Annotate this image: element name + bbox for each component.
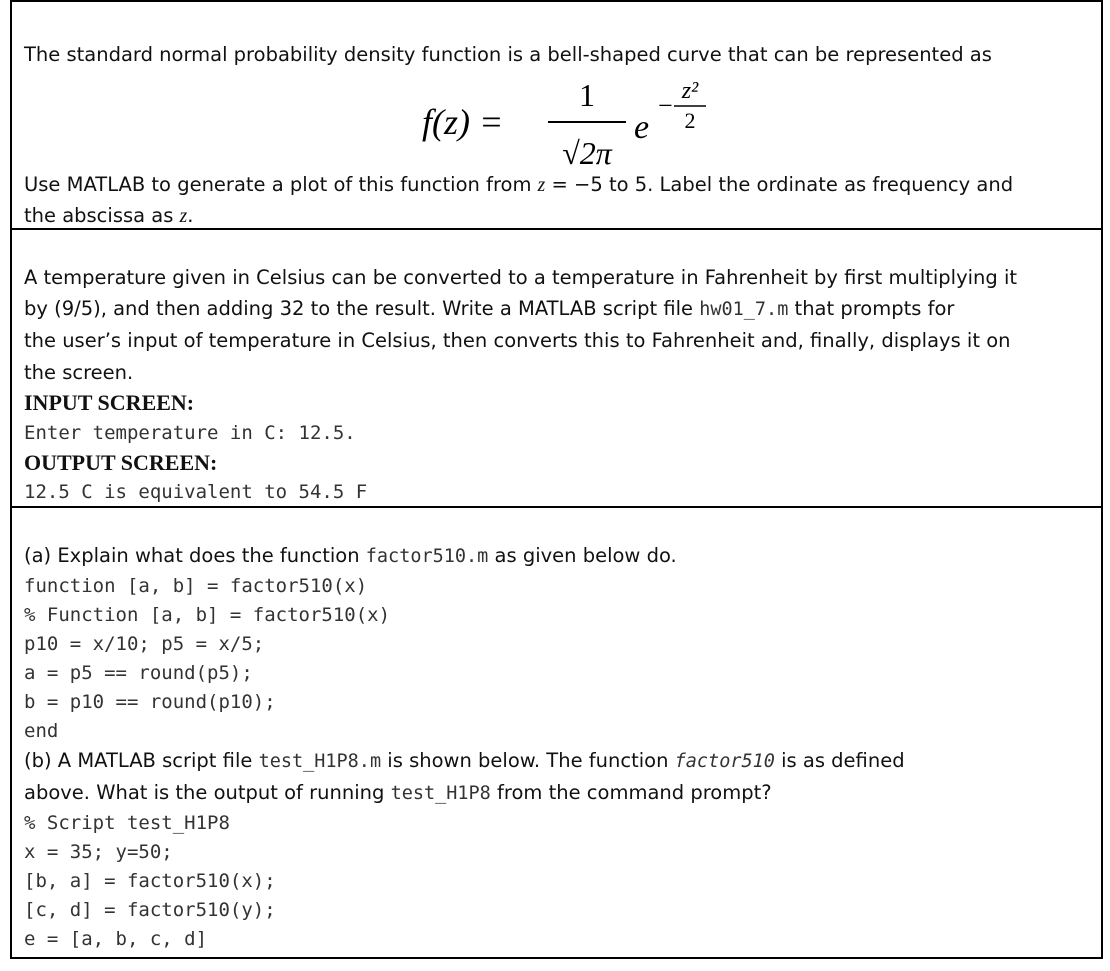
problem-2-line-1: A temperature given in Celsius can be converted to a temperature in Fahrenheit by first multiplying it — [24, 266, 1018, 289]
code-line: function [a, b] = factor510(x) — [24, 575, 368, 597]
problem-2-text-b: that prompts for — [794, 297, 955, 320]
formula-exp-denominator: 2 — [684, 108, 696, 133]
input-screen-heading: INPUT SCREEN: — [24, 390, 195, 415]
formula-numerator: 1 — [579, 77, 595, 113]
formula-lhs: f(z) = — [422, 102, 504, 142]
part-a-text: (a) Explain what does the function — [24, 544, 360, 567]
normal-pdf-formula — [422, 76, 742, 176]
code-line: [c, d] = factor510(y); — [24, 899, 276, 921]
problem-1-line-2 — [24, 200, 193, 233]
formula-exp-numerator: z² — [681, 78, 699, 104]
part-b-prompt-line-2 — [24, 777, 772, 810]
function-filename: factor510.m — [365, 546, 489, 567]
part-a-text-end: as given below do. — [494, 544, 677, 567]
code-line: a = p5 == round(p5); — [24, 662, 253, 684]
part-b-text-2-end: from the command prompt? — [497, 781, 772, 804]
problem-1-text-a: Use MATLAB to generate a plot of this function from — [24, 173, 532, 196]
code-line: b = p10 == round(p10); — [24, 691, 276, 713]
part-a-prompt — [24, 540, 677, 573]
problem-3-cell — [10, 508, 1103, 959]
problem-2-line-4: the screen. — [24, 361, 134, 384]
worksheet — [10, 0, 1103, 959]
code-line: [b, a] = factor510(x); — [24, 870, 276, 892]
formula-base: e — [634, 109, 650, 146]
code-line: p10 = x/10; p5 = x/5; — [24, 633, 265, 655]
problem-1-period: . — [187, 204, 194, 227]
input-screen-text: Enter temperature in C: 12.5. — [24, 422, 356, 444]
problem-1-intro: The standard normal probability density function is a bell-shaped curve that can be represented as — [24, 43, 992, 66]
function-name: factor510 — [674, 751, 775, 772]
code-line: % Script test_H1P8 — [24, 812, 230, 834]
formula-exp-sign: − — [658, 91, 673, 120]
script-test-filename: test_H1P8.m — [258, 751, 382, 772]
output-screen-heading: OUTPUT SCREEN: — [24, 450, 218, 475]
part-b-prompt-line-1 — [24, 745, 905, 778]
problem-2-line-3: the user’s input of temperature in Celsius, then converts this to Fahrenheit and, finally, displays it on — [24, 329, 1011, 352]
part-b-text: (b) A MATLAB script file — [24, 749, 253, 772]
script-name: test_H1P8 — [390, 783, 491, 804]
formula-denominator: √2π — [562, 135, 612, 171]
output-screen-text: 12.5 C is equivalent to 54.5 F — [24, 481, 368, 503]
problem-2-cell — [10, 230, 1103, 508]
script-filename: hw01_7.m — [699, 299, 789, 320]
part-b-text-end: is as defined — [781, 749, 905, 772]
part-b-text-mid: is shown below. The function — [387, 749, 669, 772]
problem-1-cell — [10, 0, 1103, 230]
code-line: e = [a, b, c, d] — [24, 928, 208, 950]
problem-2-text-a: by (9/5), and then adding 32 to the result. Write a MATLAB script file — [24, 297, 694, 320]
code-line: % Function [a, b] = factor510(x) — [24, 604, 391, 626]
code-line: x = 35; y=50; — [24, 841, 173, 863]
problem-1-text-b: the abscissa as — [24, 204, 174, 227]
part-b-text-2: above. What is the output of running — [24, 781, 385, 804]
problem-1-line-1 — [24, 169, 1013, 202]
problem-1-range: = −5 to 5. Label the ordinate as frequency and — [551, 173, 1014, 196]
z-variable: z — [537, 175, 546, 196]
z-variable-2: z — [179, 206, 188, 227]
problem-2-line-2 — [24, 293, 954, 326]
code-line: end — [24, 720, 59, 742]
